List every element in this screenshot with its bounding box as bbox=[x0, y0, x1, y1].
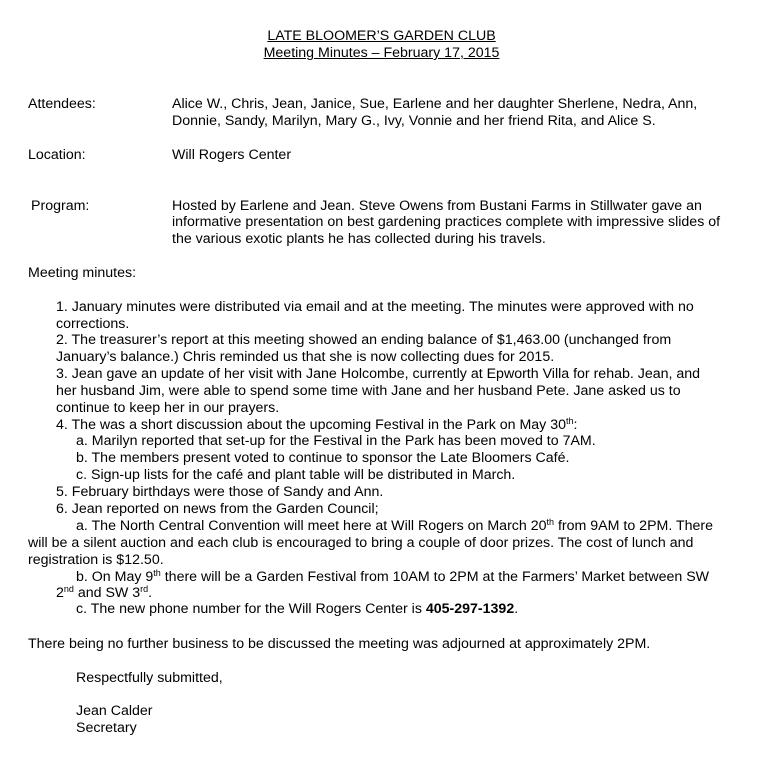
minutes-heading: Meeting minutes: bbox=[28, 265, 137, 281]
minutes-item-3-cont: her husband Jim, were able to spend some time with Jane and her husband Pete. Jane asked us to bbox=[56, 383, 681, 399]
minutes-item-3: 3. Jean gave an update of her visit with Jane Holcombe, currently at Epworth Villa for rehab. Jean, and bbox=[56, 366, 701, 382]
minutes-item-4a: a. Marilyn reported that set-up for the Festival in the Park has been moved to 7AM. bbox=[76, 433, 596, 449]
program-line: Hosted by Earlene and Jean. Steve Owens from Bustani Farms in Stillwater gave an bbox=[172, 198, 702, 214]
minutes-item-4c: c. Sign-up lists for the café and plant table will be distributed in March. bbox=[76, 467, 516, 483]
minutes-item-6b-cont: 2nd and SW 3rd. bbox=[56, 584, 153, 601]
location-value: Will Rogers Center bbox=[172, 147, 292, 163]
club-title: LATE BLOOMER’S GARDEN CLUB bbox=[267, 28, 496, 44]
attendees-line: Alice W., Chris, Jean, Janice, Sue, Earlene and her daughter Sherlene, Nedra, Ann, bbox=[172, 96, 698, 112]
adjournment-text: There being no further business to be discussed the meeting was adjourned at approximately 2PM. bbox=[28, 636, 651, 652]
minutes-item-2-cont: January’s balance.) Chris reminded us that she is now collecting dues for 2015. bbox=[56, 349, 555, 365]
program-line: the various exotic plants he has collected during his travels. bbox=[172, 231, 546, 247]
minutes-item-3-cont: continue to keep her in our prayers. bbox=[56, 400, 280, 416]
minutes-item-1: 1. January minutes were distributed via email and at the meeting. The minutes were approved with no bbox=[56, 299, 694, 315]
meeting-subtitle: Meeting Minutes – February 17, 2015 bbox=[263, 45, 500, 61]
program-line: informative presentation on best gardening practices complete with impressive slides of bbox=[172, 214, 721, 230]
minutes-item-4: 4. The was a short discussion about the upcoming Festival in the Park on May 30th: bbox=[56, 416, 578, 433]
minutes-item-6a-cont: registration is $12.50. bbox=[28, 552, 164, 568]
minutes-item-4b: b. The members present voted to continue to sponsor the Late Bloomers Café. bbox=[76, 450, 570, 466]
signer-name: Jean Calder bbox=[76, 703, 153, 719]
minutes-item-6c: c. The new phone number for the Will Rogers Center is 405-297-1392. bbox=[76, 601, 519, 617]
minutes-item-5: 5. February birthdays were those of Sandy and Ann. bbox=[56, 484, 384, 500]
minutes-item-2: 2. The treasurer’s report at this meeting showed an ending balance of $1,463.00 (unchanged from bbox=[56, 332, 672, 348]
minutes-item-6a-cont: will be a silent auction and each club is encouraged to bring a couple of door prizes. The cost of lunch and bbox=[28, 535, 694, 551]
program-label: Program: bbox=[31, 198, 90, 214]
location-label: Location: bbox=[28, 147, 86, 163]
minutes-item-6: 6. Jean reported on news from the Garden Council; bbox=[56, 501, 379, 517]
closing-salutation: Respectfully submitted, bbox=[76, 670, 223, 686]
minutes-item-6a: a. The North Central Convention will meet here at Will Rogers on March 20th from 9AM to 2PM. There bbox=[76, 517, 714, 534]
phone-number: 405-297-1392 bbox=[425, 601, 515, 617]
signer-role: Secretary bbox=[76, 720, 137, 736]
minutes-item-6b: b. On May 9th there will be a Garden Festival from 10AM to 2PM at the Farmers’ Market between SW bbox=[76, 568, 710, 585]
attendees-line: Donnie, Sandy, Marilyn, Mary G., Ivy, Vonnie and her friend Rita, and Alice S. bbox=[172, 113, 656, 129]
attendees-label: Attendees: bbox=[28, 96, 96, 112]
minutes-item-1-cont: corrections. bbox=[56, 316, 130, 332]
